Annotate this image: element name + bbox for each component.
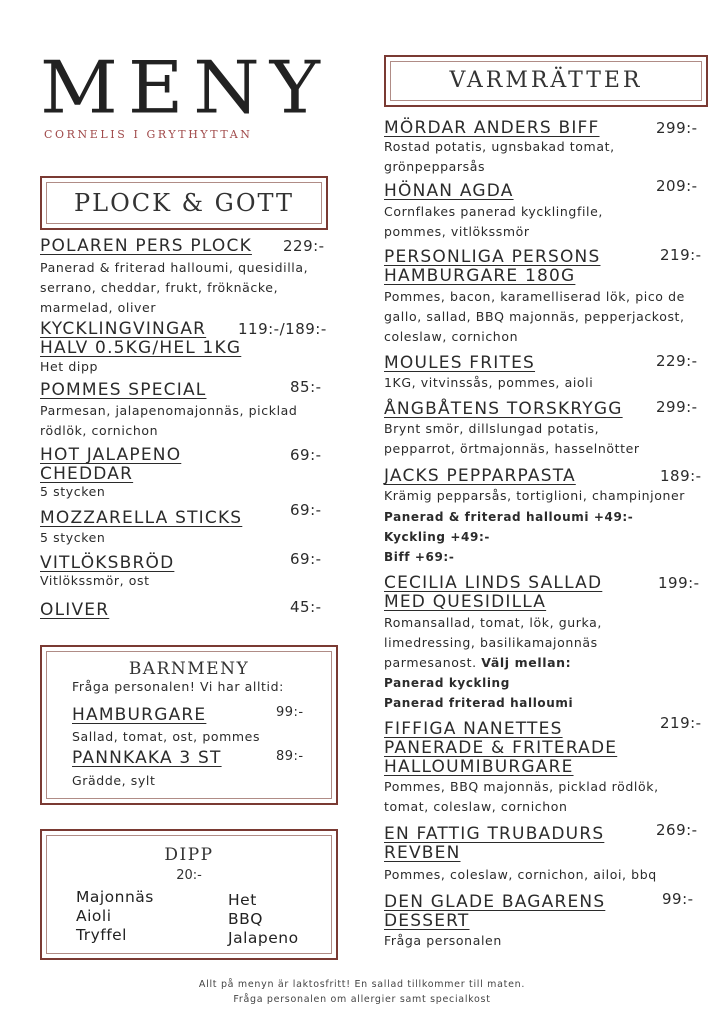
item-name: MED QUESIDILLA xyxy=(384,592,547,612)
item-price: 219:- xyxy=(660,714,702,732)
dipp-item: Tryffel xyxy=(76,926,127,944)
item-description: Fråga personalen xyxy=(384,933,502,948)
item-option: Panerad kyckling xyxy=(384,676,510,690)
item-description: pepparrot, örtmajonnäs, hasselnötter xyxy=(384,441,640,456)
item-name: CHEDDAR xyxy=(40,464,134,484)
item-price: 269:- xyxy=(656,821,698,839)
item-description: Het dipp xyxy=(40,359,99,374)
item-description: pommes, vitlökssmör xyxy=(384,224,530,239)
item-name: CECILIA LINDS SALLAD xyxy=(384,573,603,593)
item-price: 45:- xyxy=(290,598,322,616)
menu-title: MENY xyxy=(40,45,330,130)
plock-heading: PLOCK & GOTT xyxy=(74,189,294,217)
item-description: Grädde, sylt xyxy=(72,773,156,788)
item-name: DESSERT xyxy=(384,911,470,931)
item-price: 299:- xyxy=(656,119,698,137)
dipp-item: Jalapeno xyxy=(228,929,299,947)
item-description: Romansallad, tomat, lök, gurka, xyxy=(384,615,602,630)
item-description-text: parmesanost. xyxy=(384,655,477,670)
item-description: Pommes, bacon, karamelliserad lök, pico de xyxy=(384,289,685,304)
item-name: PANERADE & FRITERADE xyxy=(384,738,618,758)
dipp-item: Majonnäs xyxy=(76,888,154,906)
item-extra: Kyckling +49:- xyxy=(384,530,490,544)
item-price: 229:- xyxy=(656,352,698,370)
item-name: DEN GLADE BAGARENS xyxy=(384,892,606,912)
item-description: Cornflakes panerad kycklingfile, xyxy=(384,204,603,219)
item-description: Sallad, tomat, ost, pommes xyxy=(72,729,261,744)
dipp-box xyxy=(40,829,338,960)
item-name: HAMBURGARE xyxy=(72,705,207,725)
item-description: limedressing, basilikamajonnäs xyxy=(384,635,598,650)
item-name: KYCKLINGVINGAR xyxy=(40,319,207,339)
item-name: REVBEN xyxy=(384,843,461,863)
item-description: grönpepparsås xyxy=(384,159,486,174)
item-description: Krämig pepparsås, tortiglioni, champinjoner xyxy=(384,488,686,503)
item-description: Brynt smör, dillslungad potatis, xyxy=(384,421,600,436)
barnmeny-box xyxy=(40,645,338,805)
item-name: PERSONLIGA PERSONS xyxy=(384,247,601,267)
item-price: 199:- xyxy=(658,574,700,592)
item-name: MOULES FRITES xyxy=(384,353,536,373)
barnmeny-intro: Fråga personalen! Vi har alltid: xyxy=(72,679,284,694)
item-description: Parmesan, jalapenomajonnäs, picklad rödlök, cornichon xyxy=(40,403,298,438)
item-price: 119:-/189:- xyxy=(238,320,327,338)
footer-note: Fråga personalen om allergier samt specialkost xyxy=(233,994,491,1005)
item-name: POMMES SPECIAL xyxy=(40,380,207,400)
item-price: 69:- xyxy=(290,550,322,568)
dipp-item: Het xyxy=(228,891,257,909)
dipp-price: 20:- xyxy=(176,868,202,883)
item-extra: Panerad & friterad halloumi +49:- xyxy=(384,510,634,524)
item-price: 85:- xyxy=(290,378,322,396)
item-name: HALV 0.5KG/HEL 1KG xyxy=(40,338,242,358)
item-description: Pommes, coleslaw, cornichon, ailoi, bbq xyxy=(384,867,657,882)
plock-heading-box xyxy=(40,176,328,230)
restaurant-subtitle: CORNELIS I GRYTHYTTAN xyxy=(44,128,253,141)
item-description: Pommes, BBQ majonnäs, picklad rödlök, xyxy=(384,779,659,794)
item-description: 5 stycken xyxy=(40,484,106,499)
item-name: ÅNGBÅTENS TORSKRYGG xyxy=(384,399,623,419)
item-price: 209:- xyxy=(656,177,698,195)
item-name: FIFFIGA NANETTES xyxy=(384,719,563,739)
item-description: 1KG, vitvinssås, pommes, aioli xyxy=(384,375,594,390)
item-name: PANNKAKA 3 ST xyxy=(72,748,222,768)
dipp-item: Aioli xyxy=(76,907,112,925)
item-name: EN FATTIG TRUBADURS xyxy=(384,824,605,844)
item-description: Vitlökssmör, ost xyxy=(40,573,150,588)
item-description: 5 stycken xyxy=(40,530,106,545)
item-price: 99:- xyxy=(662,890,694,908)
item-name: HALLOUMIBURGARE xyxy=(384,757,574,777)
item-name: HAMBURGARE 180G xyxy=(384,266,576,286)
item-description xyxy=(384,653,571,673)
item-description: gallo, sallad, BBQ majonnäs, pepperjackost, xyxy=(384,309,685,324)
item-price: 69:- xyxy=(290,501,322,519)
dipp-heading: DIPP xyxy=(164,845,214,865)
footer-note: Allt på menyn är laktosfritt! En sallad tillkommer till maten. xyxy=(198,979,526,990)
item-price: 229:- xyxy=(283,237,325,255)
item-price: 189:- xyxy=(660,467,702,485)
barnmeny-heading: BARNMENY xyxy=(128,659,250,679)
item-name: MÖRDAR ANDERS BIFF xyxy=(384,118,600,138)
choice-label: Välj mellan: xyxy=(481,655,572,670)
item-name: OLIVER xyxy=(40,600,110,620)
item-name: HOT JALAPENO xyxy=(40,445,182,465)
item-option: Panerad friterad halloumi xyxy=(384,696,574,710)
item-price: 219:- xyxy=(660,246,702,264)
item-price: 99:- xyxy=(276,705,304,720)
item-price: 89:- xyxy=(276,749,304,764)
item-name: VITLÖKSBRÖD xyxy=(40,553,175,573)
item-name: JACKS PEPPARPASTA xyxy=(384,466,576,486)
item-name: HÖNAN AGDA xyxy=(384,181,514,201)
item-extra: Biff +69:- xyxy=(384,550,455,564)
item-name: POLAREN PERS PLOCK xyxy=(40,236,252,256)
item-description: Rostad potatis, ugnsbakad tomat, xyxy=(384,139,615,154)
item-description: Panerad & friterad halloumi, quesidilla, serrano, cheddar, frukt, fröknäcke, marmelad, oliver xyxy=(40,260,309,315)
item-price: 69:- xyxy=(290,446,322,464)
varm-heading: VARMRÄTTER xyxy=(449,68,643,93)
item-description: coleslaw, cornichon xyxy=(384,329,519,344)
item-description: tomat, coleslaw, cornichon xyxy=(384,799,568,814)
dipp-item: BBQ xyxy=(228,910,263,928)
item-price: 299:- xyxy=(656,398,698,416)
varm-heading-box xyxy=(384,55,708,107)
item-name: MOZZARELLA STICKS xyxy=(40,508,243,528)
